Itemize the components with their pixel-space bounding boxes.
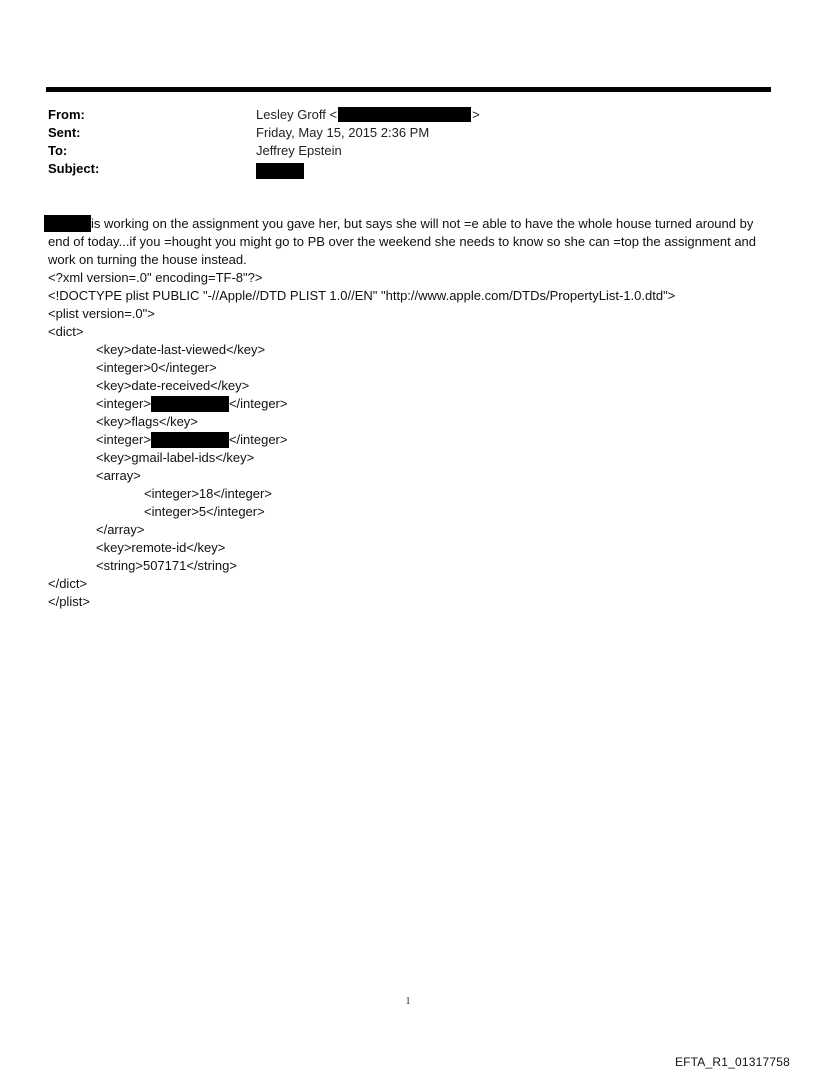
plist-line-redacted-integer-1 <box>48 395 770 413</box>
redacted-subject-block <box>256 163 304 179</box>
body-paragraph <box>48 215 770 269</box>
from-value <box>256 106 480 124</box>
integer-close-tag: </integer> <box>228 432 288 448</box>
plist-line: </array> <box>96 522 145 538</box>
redacted-email-block <box>338 107 471 122</box>
plist-line: <array> <box>96 468 141 484</box>
email-body <box>48 215 770 611</box>
subject-value <box>256 160 304 178</box>
bates-number: EFTA_R1_01317758 <box>674 1055 790 1069</box>
plist-line: <plist version=.0"> <box>48 306 155 322</box>
email-header <box>48 106 768 178</box>
plist-line: </dict> <box>48 576 88 592</box>
plist-line: <key>date-received</key> <box>96 378 250 394</box>
plist-line: </plist> <box>48 594 90 610</box>
body-paragraph-text: is working on the assignment you gave her, but says she will not =e able to have the whole house turned around by end of today...if you =hought you might go to PB over the weekend she needs to know so she can =top the assignment and work on turning the house instead. <box>48 216 757 268</box>
subject-row <box>48 160 768 178</box>
subject-label: Subject: <box>48 161 100 176</box>
redacted-name-block <box>44 215 91 232</box>
integer-close-tag: </integer> <box>228 396 288 412</box>
plist-line: <string>507171</string> <box>96 558 237 574</box>
plist-line-redacted-integer-2 <box>48 431 770 449</box>
header-divider <box>46 87 771 92</box>
to-row <box>48 142 768 160</box>
sent-row <box>48 124 768 142</box>
plist-lines-after <box>48 449 770 611</box>
to-label: To: <box>48 143 68 158</box>
sent-value: Friday, May 15, 2015 2:36 PM <box>256 125 430 140</box>
plist-line: <integer>0</integer> <box>96 360 217 376</box>
integer-open-tag: <integer> <box>96 396 151 412</box>
plist-line: <key>gmail-label-ids</key> <box>96 450 255 466</box>
plist-line: <integer>18</integer> <box>144 486 272 502</box>
from-label: From: <box>48 107 85 122</box>
plist-line: <dict> <box>48 324 84 340</box>
integer-open-tag: <integer> <box>96 432 151 448</box>
plist-line: <integer>5</integer> <box>144 504 265 520</box>
redacted-integer-block <box>151 396 229 412</box>
plist-line: <key>remote-id</key> <box>96 540 226 556</box>
page-number: 1 <box>405 996 411 1007</box>
plist-line: <key>date-last-viewed</key> <box>96 342 266 358</box>
plist-line: <!DOCTYPE plist PUBLIC "-//Apple//DTD PLIST 1.0//EN" "http://www.apple.com/DTDs/PropertyList-1.0.dtd"> <box>48 288 676 304</box>
from-row <box>48 106 768 124</box>
plist-code <box>48 269 770 611</box>
plist-lines-before <box>48 269 770 395</box>
redacted-integer-block <box>151 432 229 448</box>
plist-line: <?xml version=.0" encoding=TF-8"?> <box>48 270 263 286</box>
sender-name: Lesley Groff < <box>256 107 338 122</box>
sender-email-close: > <box>472 107 480 122</box>
to-value: Jeffrey Epstein <box>256 143 342 158</box>
sent-label: Sent: <box>48 125 81 140</box>
plist-line-flags-key: <key>flags</key> <box>96 414 198 430</box>
